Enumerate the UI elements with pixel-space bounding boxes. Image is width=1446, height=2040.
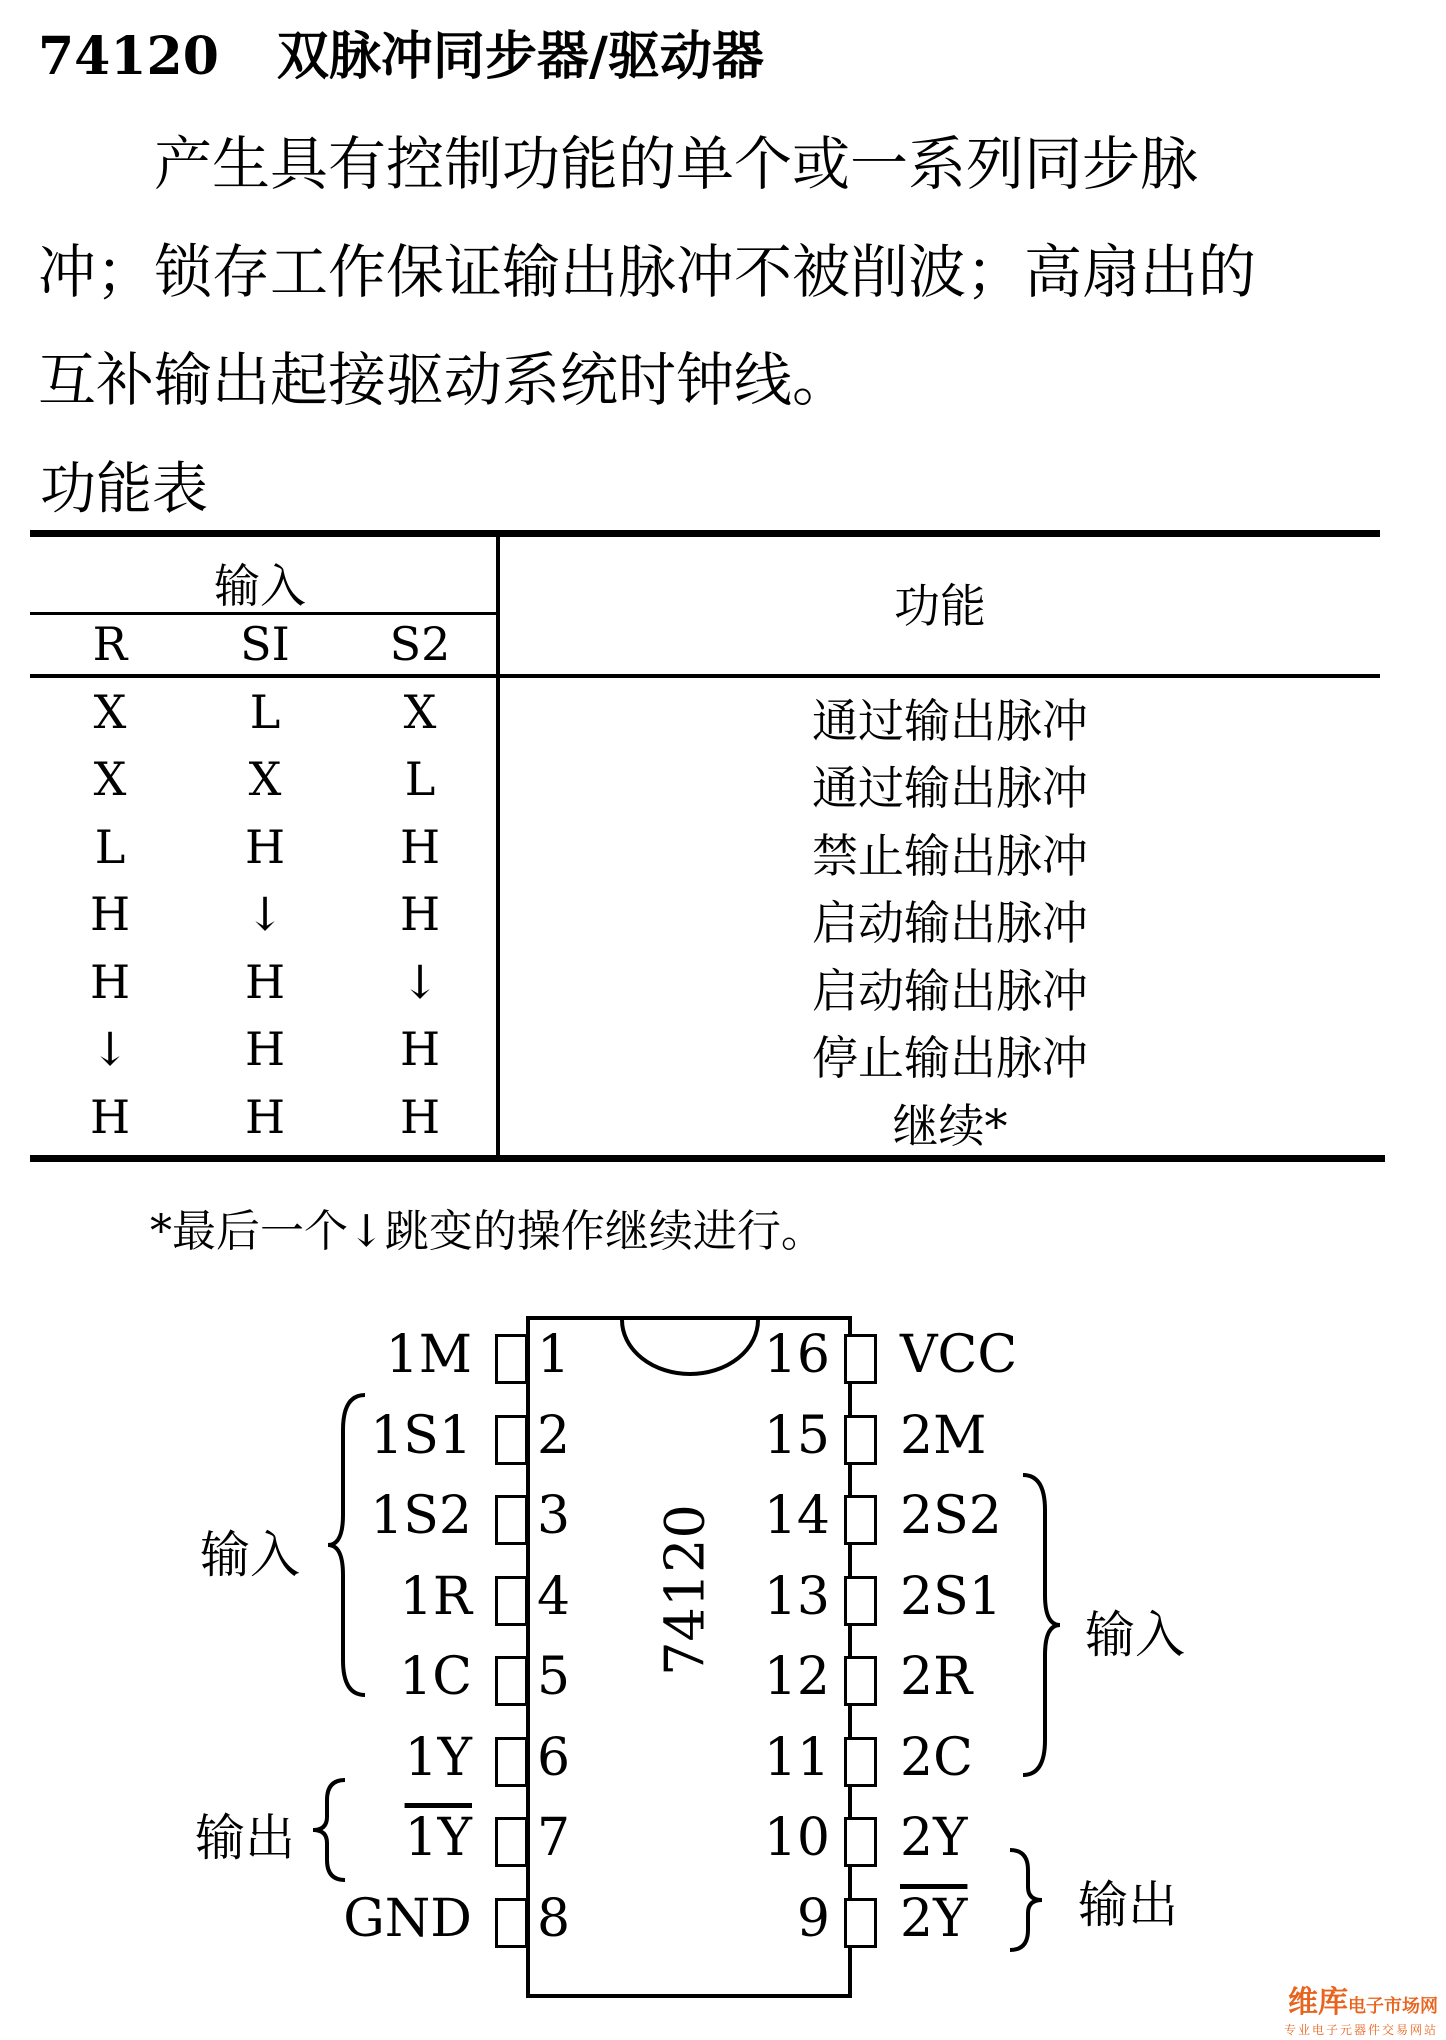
column-header-s2: S2 [389,617,451,671]
pin-name: 1S2 [370,1486,472,1546]
pin-number: 1 [537,1325,571,1385]
table-top-rule [30,530,1380,537]
cell-function: 停止输出脉冲 [812,1031,1088,1085]
pin-name: 2S2 [900,1486,1002,1546]
pin-box [844,1898,877,1948]
pin-name: 2C [900,1727,973,1788]
cell-s2: L [404,752,436,806]
brace-icon [1005,1845,1050,1955]
pin-number: 5 [537,1647,571,1707]
cell-s1: L [249,685,281,739]
cell-s2: ↓ [400,955,440,1009]
pin-box [495,1737,528,1787]
pin-name: 2S1 [900,1566,1002,1627]
pin-number: 2 [537,1405,571,1466]
site-logo: 维库电子市场网 专业电子元器件交易网站 [1283,1985,1438,2037]
cell-s1: ↓ [245,887,285,941]
cell-function: 继续* [892,1099,1008,1153]
pin-box [844,1415,877,1465]
cell-s1: H [244,1090,286,1144]
cell-s2: H [399,1090,441,1144]
cell-r: L [94,820,126,874]
pin-box [495,1495,528,1545]
brace-icon [305,1775,350,1885]
pin-name: 1S1 [370,1405,472,1466]
header-bottom-rule [30,674,1380,678]
pin-box [844,1737,877,1787]
pin-number: 9 [796,1888,830,1949]
pin-name: 2R [900,1647,973,1707]
pin-name: 1M [385,1325,472,1385]
cell-s1: X [248,752,282,806]
pin-box [495,1656,528,1706]
pin-number: 11 [763,1727,830,1788]
pin-name: 1Y [404,1808,472,1868]
description-line: 冲；锁存工作保证输出脉冲不被削波；高扇出的 [38,238,1257,306]
pin-number: 6 [537,1727,571,1788]
pin-name: 2M [900,1405,987,1466]
pin-number: 16 [763,1325,830,1385]
column-header-s1: SI [240,617,290,671]
pin-name: 1Y [404,1727,472,1788]
pin-box [844,1817,877,1867]
pin-name: 2Y [900,1888,968,1949]
function-header: 功能 [894,579,986,633]
pin-name: VCC [900,1325,1018,1385]
brace-icon [1018,1470,1063,1780]
pin-number: 7 [537,1808,571,1868]
description-line: 互补输出起接驱动系统时钟线。 [38,346,851,414]
cell-r: H [89,955,131,1009]
pin-box [844,1334,877,1384]
pin-number: 13 [763,1566,830,1627]
cell-function: 禁止输出脉冲 [812,829,1088,883]
pin-name: 1C [399,1647,472,1707]
cell-function: 启动输出脉冲 [812,964,1088,1018]
section-title: 功能表 [40,457,208,522]
cell-s2: H [399,820,441,874]
cell-s2: H [399,1022,441,1076]
cell-function: 通过输出脉冲 [812,761,1088,815]
pin-box [495,1415,528,1465]
pin-number: 12 [763,1647,830,1707]
cell-r: H [89,887,131,941]
pin-name: 1R [399,1566,472,1627]
left-output-label: 输出 [195,1809,295,1867]
pin-box [844,1576,877,1626]
pin-number: 10 [763,1808,830,1868]
cell-r: X [93,752,127,806]
left-input-label: 输入 [200,1526,300,1584]
footnote: *最后一个↓跳变的操作继续进行。 [150,1206,825,1257]
pin-box [844,1495,877,1545]
input-header: 输入 [214,559,306,613]
page-title [38,14,764,89]
cell-r: X [93,685,127,739]
pin-box [495,1898,528,1948]
cell-s2: X [403,685,437,739]
table-bottom-rule [30,1155,1385,1162]
cell-function: 启动输出脉冲 [812,896,1088,950]
cell-r: H [89,1090,131,1144]
pin-box [844,1656,877,1706]
right-input-label: 输入 [1085,1606,1185,1664]
cell-s1: H [244,955,286,1009]
cell-s1: H [244,1022,286,1076]
pin-number: 3 [537,1486,571,1546]
cell-s1: H [244,820,286,874]
pin-number: 15 [763,1405,830,1466]
pin-box [495,1817,528,1867]
cell-r: ↓ [90,1022,130,1076]
brace-icon [325,1390,370,1700]
pin-box [495,1334,528,1384]
column-header-r: R [92,617,128,671]
pin-number: 4 [537,1566,571,1627]
chip-number: 74120 [38,26,219,87]
pin-name: 2Y [900,1808,968,1868]
pin-number: 8 [537,1888,571,1949]
chip-notch [620,1316,760,1376]
cell-s2: H [399,887,441,941]
description [38,110,1398,434]
chip-name: 双脉冲同步器/驱动器 [276,26,764,87]
pin-name: GND [343,1888,472,1949]
pin-number: 14 [763,1486,830,1546]
right-output-label: 输出 [1078,1876,1178,1934]
pin-box [495,1576,528,1626]
description-line: 产生具有控制功能的单个或一系列同步脉 [154,130,1199,198]
cell-function: 通过输出脉冲 [812,694,1088,748]
